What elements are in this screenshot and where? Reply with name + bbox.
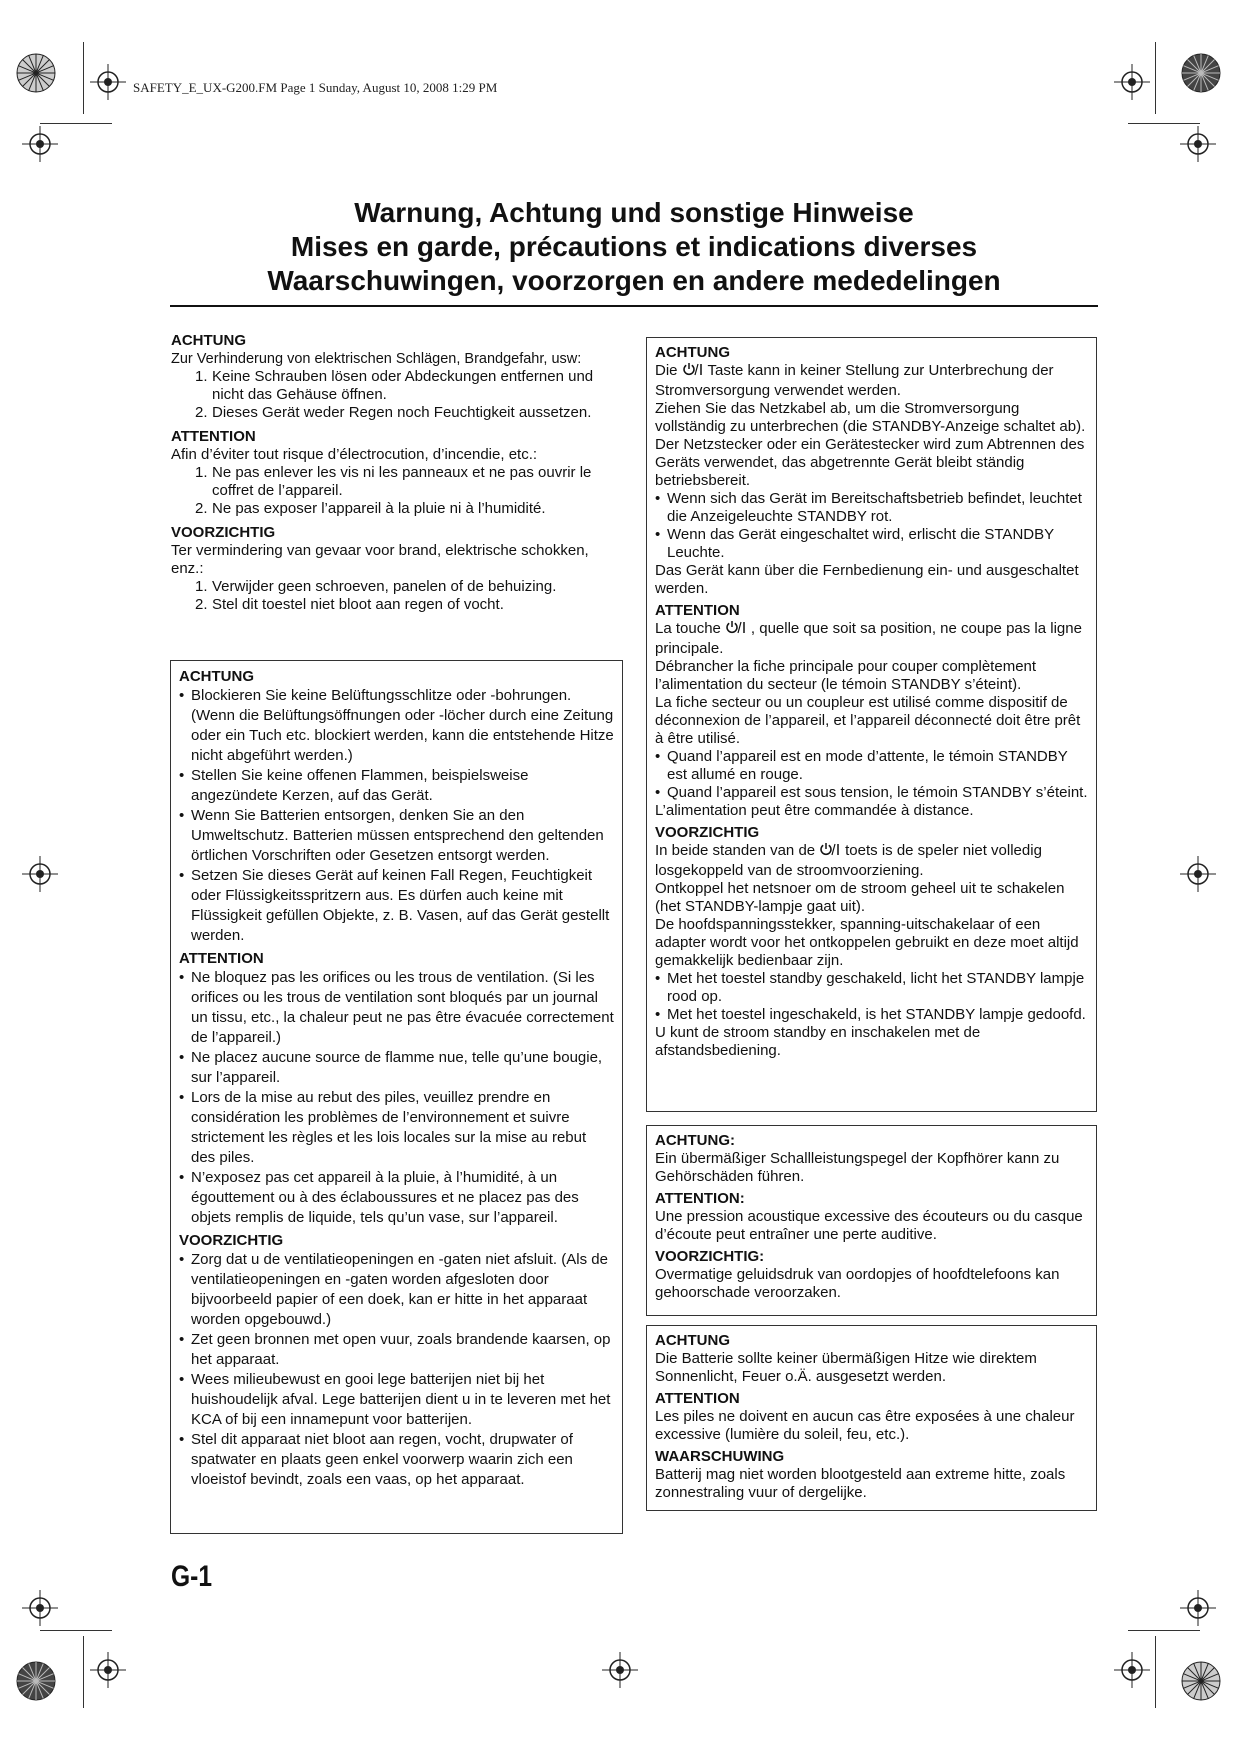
crop-mark bbox=[83, 1636, 84, 1708]
power-nl-item: • Met het toestel ingeschakeld, is het STANDBY lampje gedoofd. bbox=[655, 1006, 1086, 1023]
headphone-de-heading: ACHTUNG: bbox=[655, 1132, 735, 1149]
crop-mark bbox=[1155, 42, 1156, 114]
battery-nl-heading: WAARSCHUWING bbox=[655, 1448, 785, 1465]
intro-nl-item: 2. Stel dit toestel niet bloot aan regen of vocht. bbox=[195, 596, 504, 613]
page-number: G-1 bbox=[171, 1560, 213, 1593]
battery-de-text: Die Batterie sollte keiner übermäßigen Hitze wie direktem Sonnenlicht, Feuer o.Ä. ausgesetzt werden. bbox=[655, 1350, 1037, 1385]
ventilation-warning-box bbox=[170, 660, 623, 1534]
battery-nl-text: Batterij mag niet worden blootgesteld aan extreme hitte, zoals zonnestraling vuur of dergelijke. bbox=[655, 1466, 1066, 1501]
vent-nl-item: • Wees milieubewust en gooi lege batterijen niet bij het huishoudelijk afval. Lege batterijen dient u in te leveren met het KCA of bij een innamepunt voor batterijen. bbox=[179, 1371, 611, 1428]
power-de-item: • Wenn sich das Gerät im Bereitschaftsbetrieb befindet, leuchtet die Anzeigeleuchte STANDBY rot. bbox=[655, 490, 1082, 525]
intro-nl-heading: VOORZICHTIG bbox=[171, 524, 276, 541]
battery-de-heading: ACHTUNG bbox=[655, 1332, 730, 1349]
intro-nl-text: Ter vermindering van gevaar voor brand, elektrische schokken, enz.: bbox=[171, 542, 589, 577]
power-fr-text: Débrancher la fiche principale pour couper complètement l’alimentation du secteur (le témoin STANDBY s’éteint). bbox=[655, 658, 1037, 693]
battery-fr-heading: ATTENTION bbox=[655, 1390, 740, 1407]
vent-fr-item: • Ne bloquez pas les orifices ou les trous de ventilation. (Si les orifices ou les trous de ventilation sont bloqués par un journal un tissu, etc., la chaleur peut ne pas être évacuée correctement de l’appareil.) bbox=[179, 969, 614, 1046]
power-nl-text: Ontkoppel het netsnoer om de stroom geheel uit te schakelen (het STANDBY-lampje gaat uit). bbox=[655, 880, 1065, 915]
standby-warning-box bbox=[646, 337, 1097, 1112]
intro-fr-text: Afin d’éviter tout risque d’électrocution, d’incendie, etc.: bbox=[171, 446, 538, 463]
starburst-calibration-icon bbox=[15, 1660, 57, 1702]
vent-fr-item: • Ne placez aucune source de flamme nue, telle qu’une bougie, sur l’appareil. bbox=[179, 1049, 603, 1086]
vent-fr-heading: ATTENTION bbox=[179, 950, 264, 967]
headphone-warning-box bbox=[646, 1125, 1097, 1316]
intro-section bbox=[171, 331, 623, 614]
intro-fr-heading: ATTENTION bbox=[171, 428, 256, 445]
vent-nl-item: • Zet geen bronnen met open vuur, zoals brandende kaarsen, op het apparaat. bbox=[179, 1331, 611, 1368]
registration-mark-icon bbox=[88, 62, 128, 102]
registration-mark-icon bbox=[1178, 124, 1218, 164]
starburst-calibration-icon bbox=[1180, 1660, 1222, 1702]
registration-mark-icon bbox=[1178, 1588, 1218, 1628]
headphone-de-text: Ein übermäßiger Schallleistungspegel der Kopfhörer kann zu Gehörschäden führen. bbox=[655, 1150, 1060, 1185]
starburst-calibration-icon bbox=[15, 52, 57, 94]
registration-mark-icon bbox=[88, 1650, 128, 1690]
power-nl-text: In beide standen van de toets is de speler niet volledig losgekoppeld van de stroomvoorziening. bbox=[655, 842, 1042, 879]
file-info-header: SAFETY_E_UX-G200.FM Page 1 Sunday, August 10, 2008 1:29 PM bbox=[133, 80, 498, 95]
power-standby-icon bbox=[725, 620, 747, 640]
power-de-text: Der Netzstecker oder ein Gerätestecker wird zum Abtrennen des Geräts verwendet, das abgetrennte Gerät bleibt ständig betriebsbereit. bbox=[655, 436, 1085, 489]
power-fr-item: • Quand l’appareil est en mode d’attente, le témoin STANDBY est allumé en rouge. bbox=[655, 748, 1068, 783]
power-de-text: Ziehen Sie das Netzkabel ab, um die Stromversorgung vollständig zu unterbrechen (die STANDBY-Anzeige schaltet ab). bbox=[655, 400, 1086, 435]
intro-fr-item: 2. Ne pas exposer l’appareil à la pluie ni à l’humidité. bbox=[195, 500, 546, 517]
battery-warning-box bbox=[646, 1325, 1097, 1511]
power-fr-heading: ATTENTION bbox=[655, 602, 740, 619]
vent-de-item: • Setzen Sie dieses Gerät auf keinen Fall Regen, Feuchtigkeit oder Flüssigkeitsspritzern aus. Es dürfen auch keine mit Flüssigkeit gefüllen Objekte, z. B. Vasen, auf das Gerät gestellt werden. bbox=[179, 867, 610, 944]
registration-mark-icon bbox=[20, 1588, 60, 1628]
power-fr-item: • Quand l’appareil est sous tension, le témoin STANDBY s’éteint. bbox=[655, 784, 1088, 801]
headphone-nl-text: Overmatige geluidsdruk van oordopjes of hoofdtelefoons kan gehoorschade veroorzaken. bbox=[655, 1266, 1060, 1301]
vent-de-heading: ACHTUNG bbox=[179, 668, 254, 685]
crop-mark bbox=[1155, 1636, 1156, 1708]
registration-mark-icon bbox=[1178, 854, 1218, 894]
vent-de-item: • Blockieren Sie keine Belüftungsschlitze oder -bohrungen. (Wenn die Belüftungsöffnungen oder -löcher durch eine Zeitung oder ein Tuch etc. blockiert werden, kann die entstehende Hitze nicht abgeführt werden.) bbox=[179, 687, 614, 764]
registration-mark-icon bbox=[1112, 62, 1152, 102]
power-standby-icon bbox=[819, 842, 841, 862]
page-title bbox=[170, 196, 1098, 298]
intro-nl-item: 1. Verwijder geen schroeven, panelen of de behuizing. bbox=[195, 578, 557, 595]
power-nl-text: De hoofdspanningsstekker, spanning-uitschakelaar of een adapter wordt voor het ontkoppelen gebruikt en deze moet altijd gemakkelijk bedienbaar zijn. bbox=[655, 916, 1079, 969]
power-de-text: Die Taste kann in keiner Stellung zur Unterbrechung der Stromversorgung verwendet werden. bbox=[655, 362, 1054, 399]
power-nl-item: • Met het toestel standby geschakeld, licht het STANDBY lampje rood op. bbox=[655, 970, 1085, 1005]
intro-de-item: 1. Keine Schrauben lösen oder Abdeckungen entfernen und nicht das Gehäuse öffnen. bbox=[195, 368, 594, 403]
title-nl: Waarschuwingen, voorzorgen en andere mededelingen bbox=[267, 265, 1001, 296]
vent-nl-item: • Zorg dat u de ventilatieopeningen en -gaten niet afsluit. (Als de ventilatieopeningen en -gaten worden afgesloten door bijvoorbeeld papier of een doek, kan er hitte in het apparaat worden opgebouwd.) bbox=[179, 1251, 608, 1328]
vent-de-item: • Stellen Sie keine offenen Flammen, beispielsweise angezündete Kerzen, auf das Gerät. bbox=[179, 767, 529, 804]
starburst-calibration-icon bbox=[1180, 52, 1222, 94]
title-fr: Mises en garde, précautions et indications diverses bbox=[290, 231, 978, 262]
title-rule bbox=[170, 305, 1098, 307]
power-nl-heading: VOORZICHTIG bbox=[655, 824, 760, 841]
battery-fr-text: Les piles ne doivent en aucun cas être exposées à une chaleur excessive (lumière du soleil, feu, etc.). bbox=[655, 1408, 1075, 1443]
power-de-text: Das Gerät kann über die Fernbedienung ein- und ausgeschaltet werden. bbox=[655, 562, 1079, 597]
registration-mark-icon bbox=[20, 854, 60, 894]
vent-de-item: • Wenn Sie Batterien entsorgen, denken Sie an den Umweltschutz. Batterien müssen entsprechend den geltenden örtlichen Vorschriften oder Gesetzen entsorgt werden. bbox=[179, 807, 604, 864]
vent-nl-item: • Stel dit apparaat niet bloot aan regen, vocht, drupwater of spatwater en plaats geen enkel voorwerp waarin zich een vloeistof bevindt, zoals een vaas, op het apparaat. bbox=[179, 1431, 573, 1488]
power-standby-icon bbox=[682, 362, 704, 382]
registration-mark-icon bbox=[20, 124, 60, 164]
vent-nl-heading: VOORZICHTIG bbox=[179, 1232, 284, 1249]
power-nl-text: U kunt de stroom standby en inschakelen met de afstandsbediening. bbox=[655, 1024, 981, 1059]
registration-mark-icon bbox=[600, 1650, 640, 1690]
intro-de-text: Zur Verhinderung von elektrischen Schlägen, Brandgefahr, usw: bbox=[171, 351, 582, 367]
intro-de-heading: ACHTUNG bbox=[171, 332, 246, 349]
crop-mark bbox=[83, 42, 84, 114]
headphone-nl-heading: VOORZICHTIG: bbox=[655, 1248, 765, 1265]
crop-mark bbox=[1128, 1630, 1200, 1631]
headphone-fr-heading: ATTENTION: bbox=[655, 1190, 745, 1207]
power-fr-text: La touche , quelle que soit sa position, ne coupe pas la ligne principale. bbox=[655, 620, 1082, 657]
registration-mark-icon bbox=[1112, 1650, 1152, 1690]
power-fr-text: La fiche secteur ou un coupleur est utilisé comme dispositif de déconnexion de l’appareil, et l’appareil déconnecté doit être prêt à être utilisé. bbox=[655, 694, 1081, 747]
intro-de-item: 2. Dieses Gerät weder Regen noch Feuchtigkeit aussetzen. bbox=[195, 404, 592, 421]
vent-fr-item: • Lors de la mise au rebut des piles, veuillez prendre en considération les problèmes de l’environnement et suivre strictement les règles et les lois locales sur la mise au rebut des piles. bbox=[179, 1089, 587, 1166]
vent-fr-item: • N’exposez pas cet appareil à la pluie, à l’humidité, à un égouttement ou à des éclaboussures et ne placez pas des objets remplis de liquide, tels qu’un vase, sur l’appareil. bbox=[179, 1169, 579, 1226]
power-de-item: • Wenn das Gerät eingeschaltet wird, erlischt die STANDBY Leuchte. bbox=[655, 526, 1054, 561]
headphone-fr-text: Une pression acoustique excessive des écouteurs ou du casque d’écoute peut entraîner une perte auditive. bbox=[655, 1208, 1083, 1243]
power-fr-text: L’alimentation peut être commandée à distance. bbox=[655, 802, 974, 819]
intro-fr-item: 1. Ne pas enlever les vis ni les panneaux et ne pas ouvrir le coffret de l’appareil. bbox=[195, 464, 592, 499]
title-de: Warnung, Achtung und sonstige Hinweise bbox=[354, 197, 914, 228]
crop-mark bbox=[40, 1630, 112, 1631]
power-de-heading: ACHTUNG bbox=[655, 344, 730, 361]
